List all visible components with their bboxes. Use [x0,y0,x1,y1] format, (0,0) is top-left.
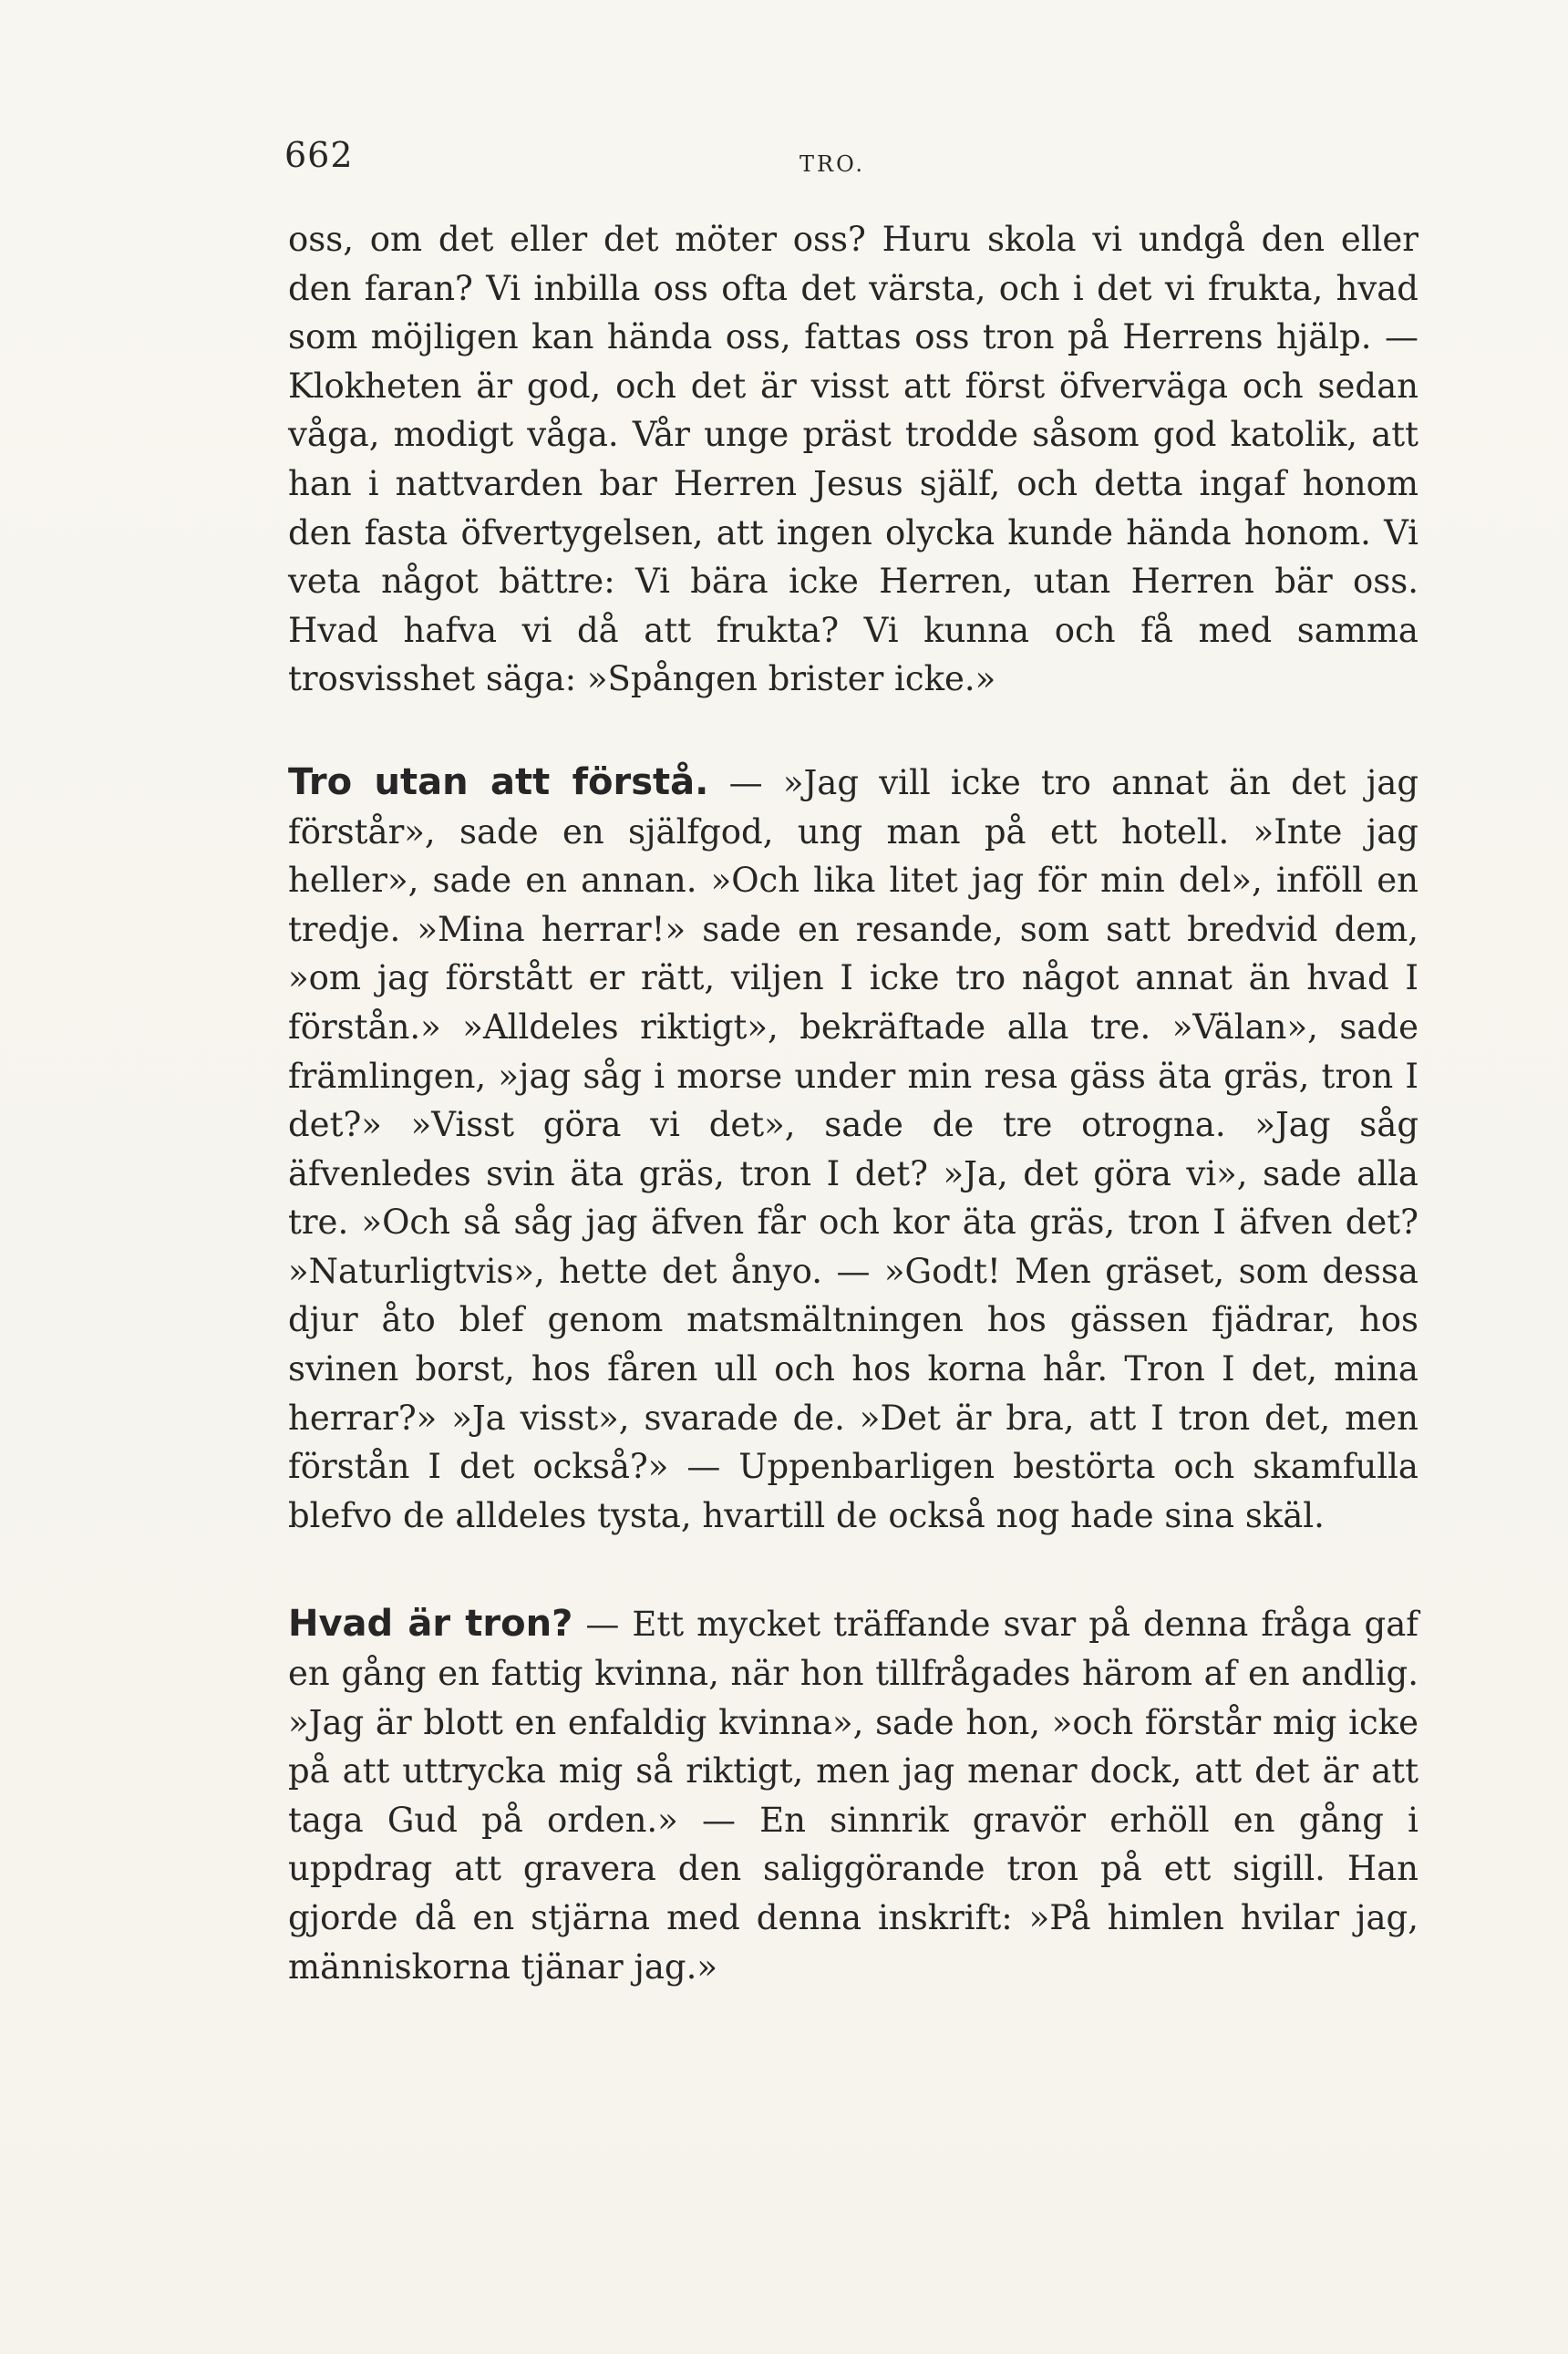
section-2 [288,1600,1418,1991]
page-header [284,135,1287,190]
paragraph-spacer [288,704,1418,759]
section-2-heading: Hvad är tron? [288,1603,573,1646]
section-1 [288,759,1418,1541]
page-number: 662 [284,135,354,175]
body-text [288,215,1418,1991]
running-head: TRO. [799,151,865,177]
paragraph-1: oss, om det eller det möter oss? Huru skola vi undgå den eller den faran? Vi inbilla oss ofta det värsta, och i det vi frukta, hvad som möjligen kan hända oss, fattas oss tron på Herrens hjälp. — Klokheten är god, och det är visst att först öfverväga och sedan våga, modigt våga. Vår unge präst trodde såsom god katolik, att han i nattvarden bar Herren Jesus själf, och detta ingaf honom den fasta öfvertygelsen, att ingen olycka kunde hända honom. Vi veta något bättre: Vi bära icke Herren, utan Herren bär oss. Hvad hafva vi då att frukta? Vi kunna och få med samma trosvisshet säga: »Spången brister icke.» [288,220,1418,699]
section-2-text: — Ett mycket träffande svar på denna fråga gaf en gång en fattig kvinna, när hon tillfrågades härom af en andlig. »Jag är blott en enfaldig kvinna», sade hon, »och förstår mig icke på att uttrycka mig så riktigt, men jag menar dock, att det är att taga Gud på orden.» — En sinnrik gravör erhöll en gång i uppdrag att gravera den saliggörande tron på ett sigill. Han gjorde då en stjärna med denna inskrift: »På himlen hvilar jag, människorna tjänar jag.» [288,1605,1418,1987]
section-1-heading: Tro utan att förstå. [288,760,709,803]
paragraph-spacer [288,1540,1418,1600]
section-1-text: — »Jag vill icke tro annat än det jag förstår», sade en själfgod, ung man på ett hotell. »Inte jag heller», sade en annan. »Och lika litet jag för min del», inföll en tredje. »Mina herrar!» sade en resande, som satt bredvid dem, »om jag förstått er rätt, viljen I icke tro något annat än hvad I förstån.» »Alldeles riktigt», bekräftade alla tre. »Välan», sade främlingen, »jag såg i morse under min resa gäss äta gräs, tron I det?» »Visst göra vi det», sade de tre otrogna. »Jag såg äfvenledes svin äta gräs, tron I det? »Ja, det göra vi», sade alla tre. »Och så såg jag äfven får och kor äta gräs, tron I äfven det? »Naturligtvis», hette det ånyo. — »Godt! Men gräset, som dessa djur åto blef genom matsmältningen hos gässen fjädrar, hos svinen borst, hos fåren ull och hos korna hår. Tron I det, mina herrar?» »Ja visst», svarade de. »Det är bra, att I tron det, men förstån I det också?» — Uppenbarligen bestörta och skamfulla blefvo de alldeles tysta, hvartill de också nog hade sina skäl. [288,762,1419,1535]
